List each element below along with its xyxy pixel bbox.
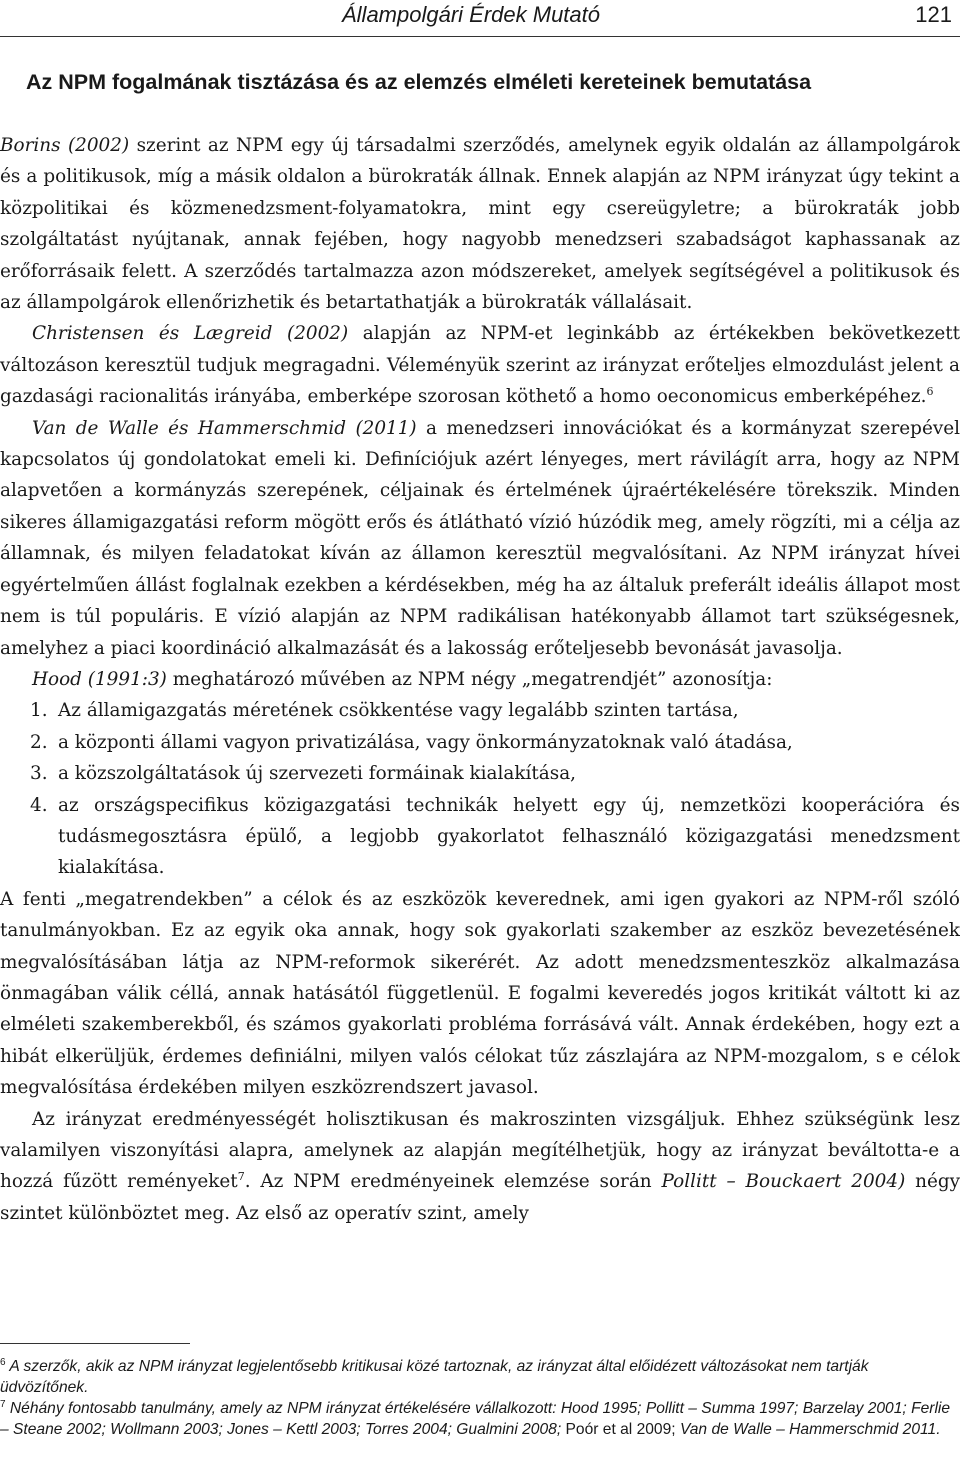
- footnote-ref[interactable]: 6: [926, 385, 934, 399]
- paragraph-text: meghatározó művében az NPM négy „megatrendjét” azonosítja:: [166, 668, 773, 690]
- footnote-6: [0, 1356, 960, 1398]
- paragraph-text: a menedzseri innovációkat és a kormányzat szerepével kapcsolatos új gondolatokat emeli ki. Definíciójuk azért lényeges, mert rávilágít arra, hogy az NPM alapvetően a kormányzás szerepének, céljainak és értelmének újraértékelésére törekszik. Minden sikeres államigazgatási reform mögött erős és átlátható vízió húzódik meg, amely rögzíti, mi a célja az államnak, és milyen feladatokat kíván az államon keresztül megvalósítani. Az NPM irányzat hívei egyértelműen állást foglalnak ezekben a kérdésekben, még ha az általuk preferált ideális állapot most nem is túl populáris. E vízió alapján az NPM radikálisan hatékonyabb államot tart szükségesnek, amelyhez a piaci koordináció alkalmazását és a lakosság erőteljesebb bevonását javasolja.: [0, 417, 960, 659]
- paragraph-christensen: [0, 318, 960, 412]
- footnote-text: A szerzők, akik az NPM irányzat legjelentősebb kritikusai közé tartoznak, az irányzat által előidézett változásokat nem tartják üdvözítőnek.: [0, 1358, 869, 1396]
- header-divider: [0, 36, 960, 37]
- paragraph-hood: [0, 664, 960, 695]
- section-title: Az NPM fogalmának tisztázása és az elemzés elméleti kereteinek bemutatása: [26, 70, 812, 94]
- list-item-text: a központi állami vagyon privatizálása, vagy önkormányzatoknak való átadása,: [58, 731, 793, 753]
- paragraph-text: Az irányzat eredményességét holisztikusan és makroszinten vizsgáljuk. Ehhez szükségünk lesz valamilyen viszonyítási alapra, amelynek az alapján megítélhetjük, hogy az irányzat beváltotta-e a hozzá fűzött reményeket: [0, 1108, 960, 1193]
- list-item-text: Az államigazgatás méretének csökkentése vagy legalább szinten tartása,: [58, 700, 739, 722]
- footnote-ref[interactable]: 7: [237, 1170, 245, 1184]
- footnote-7: [0, 1398, 960, 1440]
- footnote-text: Van de Walle – Hammerschmid 2011.: [675, 1421, 941, 1438]
- paragraph-text: szerint az NPM egy új társadalmi szerződés, amelynek egyik oldalán az állampolgárok és a politikusok, míg a másik oldalon a bürokraták állnak. Ennek alapján az NPM irányzat úgy tekint a közpolitikai és közmenedzsment-folyamatokra, mint egy csereügyletre; a bürokraták jobb szolgáltatást nyújtanak, annak fejében, hogy nagyobb menedzseri szabadságot kaphassanak az erőforrásaik felett. A szerződés tartalmazza azon módszereket, amelyek segítségével a politikusok és az állampolgárok ellenőrizhetik és betartathatják a bürokraták vállalásait.: [0, 135, 960, 314]
- footnote-text: Poór et al 2009;: [565, 1421, 676, 1438]
- running-title: Állampolgári Érdek Mutató: [342, 2, 601, 27]
- body-text: [0, 130, 960, 1229]
- list-item: [0, 790, 960, 884]
- paragraph-text: négy szintet különböztet meg. Az első az operatív szint, amely: [0, 1171, 960, 1224]
- citation: Borins (2002): [0, 135, 130, 156]
- paragraph-text: . Az NPM eredményeinek elemzése során: [244, 1171, 662, 1193]
- list-item-text: a közszolgáltatások új szervezeti formáinak kialakítása,: [58, 763, 576, 785]
- paragraph-van-de-walle: [0, 413, 960, 664]
- citation: Van de Walle és Hammerschmid (2011): [32, 417, 417, 439]
- footnote-number: 7: [0, 1398, 6, 1410]
- list-number: 2.: [30, 731, 48, 753]
- megatrend-list: [0, 695, 960, 883]
- page-number: 121: [915, 2, 952, 27]
- list-item: [0, 758, 960, 789]
- list-item: [0, 727, 960, 758]
- page-header: [0, 0, 960, 36]
- paragraph-text: alapján az NPM-et leginkább az értékekben bekövetkezett változáson keresztül tudjuk megragadni. Véleményük szerint az irányzat erőteljes elmozdulást jelent a gazdasági racionalitás irányába, emberképe szorosan köthető a homo oeconomicus emberképéhez.: [0, 323, 960, 408]
- footnotes: [0, 1356, 960, 1440]
- paragraph-effectiveness: [0, 1104, 960, 1230]
- footnote-text: Néhány fontosabb tanulmány, amely az NPM irányzat értékelésére vállalkozott: Hood 1995; Pollitt – Summa 1997; Barzelay 2001; Ferlie – Steane 2002; Wollmann 2003; Jones – Kettl 2003; Torres 2004; Gualmini 2008;: [0, 1400, 951, 1438]
- list-number: 3.: [30, 763, 48, 785]
- list-number: 4.: [30, 794, 48, 816]
- paragraph-borins: [0, 130, 960, 318]
- list-item-text: az országspecifikus közigazgatási technikák helyett egy új, nemzetközi kooperációra és tudásmegosztásra épülő, a legjobb gyakorlatot felhasználó közigazgatási menedzsment kialakítása.: [58, 794, 960, 879]
- citation: Hood (1991:3): [32, 668, 167, 690]
- citation: Pollitt – Bouckaert 2004): [661, 1171, 906, 1193]
- list-item: [0, 695, 960, 726]
- citation: Christensen és Lægreid (2002): [32, 323, 349, 345]
- footnote-divider: [0, 1343, 190, 1344]
- paragraph-megatrends: A fenti „megatrendekben” a célok és az eszközök keverednek, ami igen gyakori az NPM-ről szóló tanulmányokban. Ez az egyik oka annak, hogy sok gyakorlati szakember az eszköz bevezetésének megvalósításában látja az NPM-reformok sikerérét. Az adott menedzsmenteszköz alkalmazása önmagában válik céllá, annak hatásától függetlenül. E fogalmi keveredés jogos kritikát váltott ki az elméleti szakemberekből, és számos gyakorlati probléma forrásává vált. Annak érdekében, hogy ezt a hibát elkerüljük, érdemes definiálni, milyen valós célokat tűz zászlajára az NPM-mozgalom, s e célok megvalósítása érdekében milyen eszközrendszert javasol.: [0, 888, 960, 1099]
- list-number: 1.: [30, 700, 48, 722]
- footnote-number: 6: [0, 1356, 6, 1368]
